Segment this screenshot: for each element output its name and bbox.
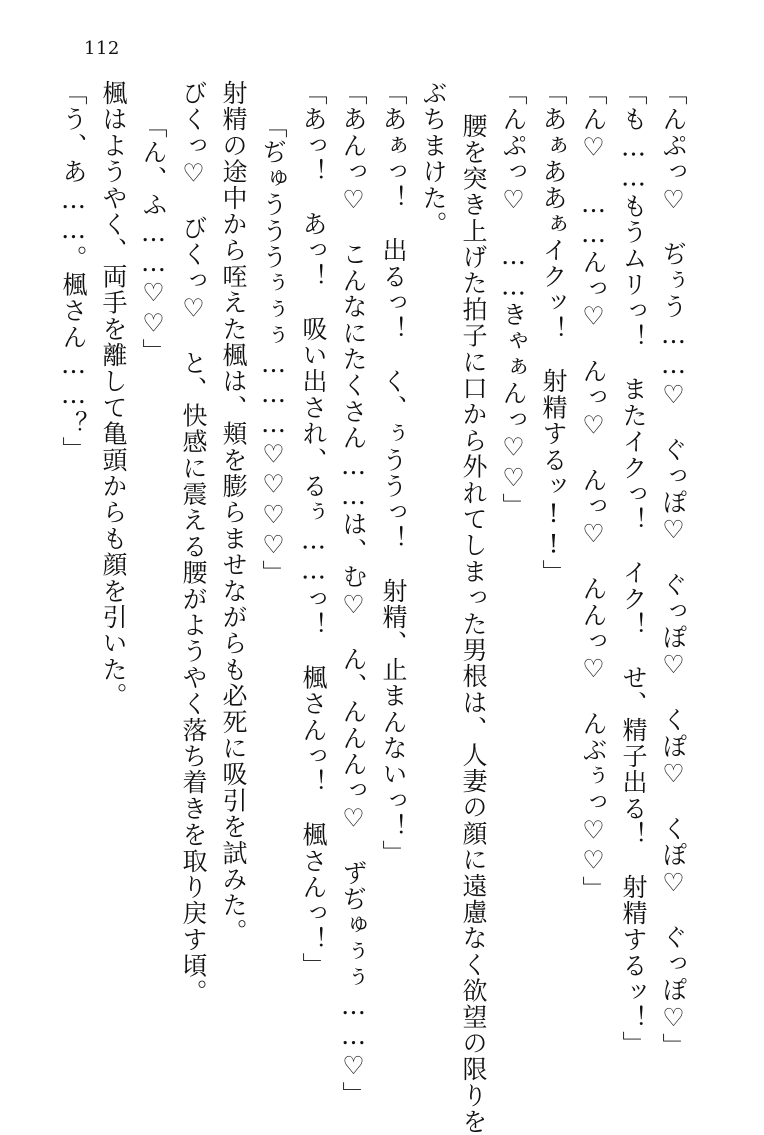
text-column: 「んぷっ♡ ……きゃぁんっ♡♡」 <box>499 80 528 520</box>
page-number: 112 <box>84 38 120 59</box>
text-column: 「う、あ……。楓さん……？」 <box>59 80 88 463</box>
text-column: 「あっ！ あっ！ 吸い出され、るぅ……っ！ 楓さんっ！ 楓さんっ！」 <box>299 80 328 979</box>
text-column: 楓はようやく、両手を離して亀頭からも顔を引いた。 <box>99 80 128 709</box>
text-column: ぶちまけた。 <box>419 80 448 238</box>
text-column: 「も……もうムリっ！ またイクっ！ イク！ せ、精子出る！ 射精するッ！」 <box>619 80 648 1058</box>
text-column: 「ん♡ ……んっ♡ んっ♡ んっ♡ んんっ♡ んぶぅっ♡♡」 <box>579 80 608 902</box>
text-column: びくっ♡ びくっ♡ と、快感に震える腰がようやく落ち着きを取り戻す頃。 <box>179 80 208 1005</box>
text-column: 「んぷっ♡ ぢぅう……♡ ぐっぽ♡ ぐっぽ♡ くぽ♡ くぽ♡ ぐっぽ♡」 <box>659 80 688 1060</box>
text-column: 「あんっ♡ こんなにたくさん……は、む♡ ん、んんんっ♡ ずぢゅぅぅ……♡」 <box>339 80 368 1108</box>
text-column: 「ぢゅうううぅぅぅ………♡♡♡♡」 <box>259 113 288 587</box>
text-column: 腰を突き上げた拍子に口から外れてしまった男根は、人妻の顔に遠慮なく欲望の限りを <box>459 113 488 1135</box>
text-column: 「あぁああぁイクッ！ 射精するッ!!」 <box>539 80 568 586</box>
text-column: 「あぁっ！ 出るっ！ く、ぅううっ！ 射精、止まんないっ！」 <box>379 80 408 866</box>
text-column: 射精の途中から咥えた楓は、頬を膨らませながらも必死に吸引を試みた。 <box>219 80 248 945</box>
text-column: 「ん、ふ……♡♡」 <box>139 113 168 365</box>
